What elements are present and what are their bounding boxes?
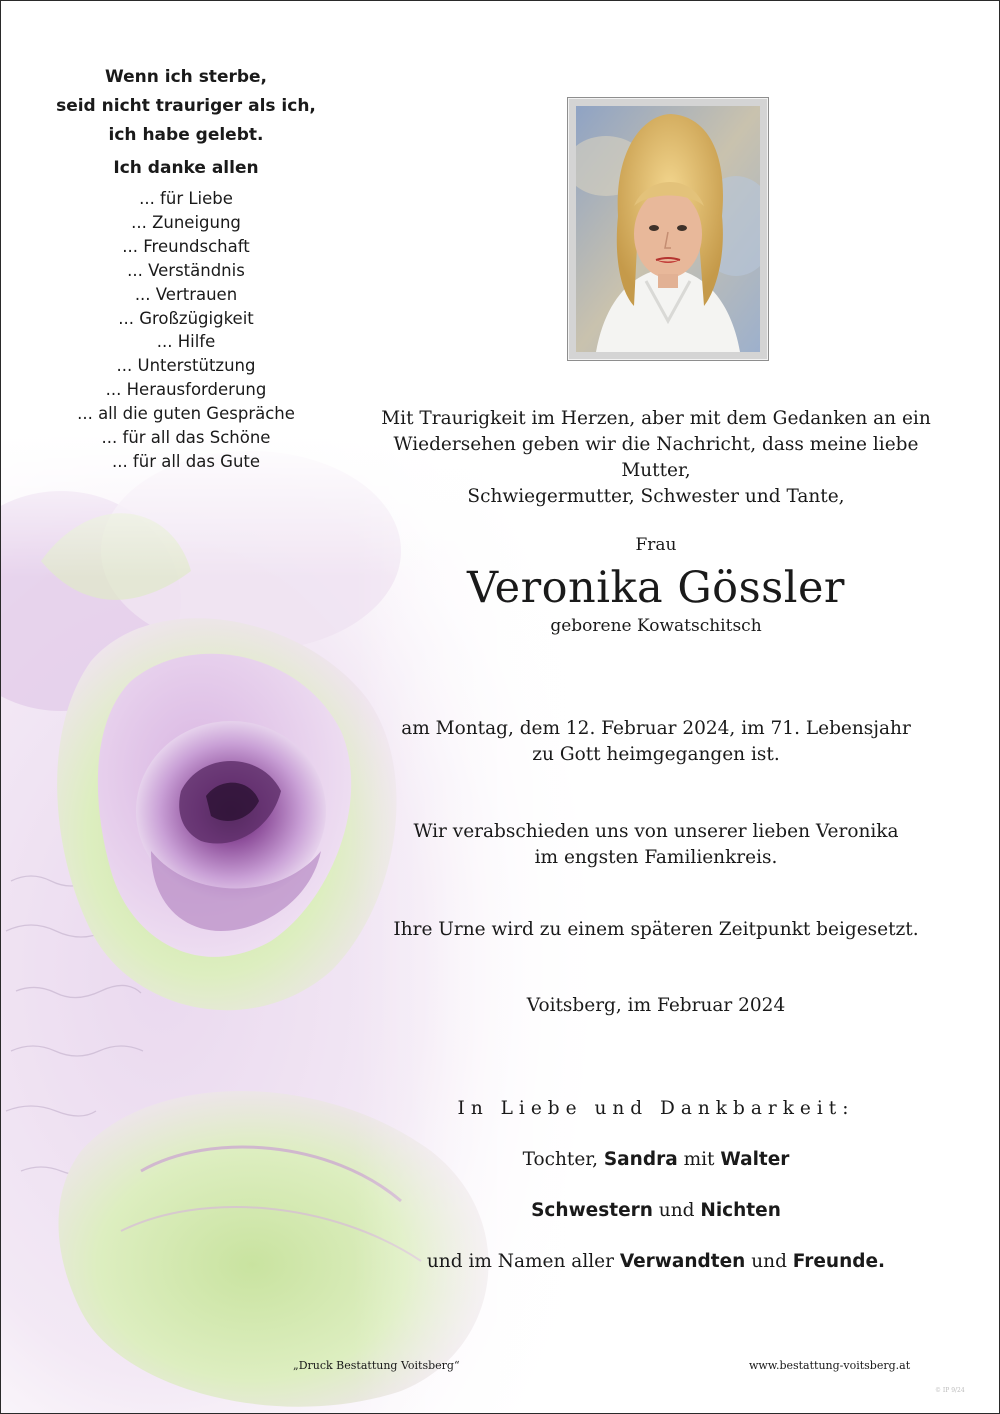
- mourner-text: mit: [677, 1149, 721, 1170]
- poem-line: ... für Liebe: [139, 189, 233, 208]
- poem-thanks: Ich danke allen: [113, 158, 259, 178]
- mourner-name: Schwestern: [531, 1200, 653, 1221]
- poem-heading-line: Wenn ich sterbe,: [104, 67, 268, 87]
- intro-line: Wiedersehen geben wir die Nachricht, dass meine liebe Mutter,: [393, 434, 919, 481]
- poem-line: ... Zuneigung: [131, 212, 241, 232]
- mourner-name: Nichten: [700, 1200, 781, 1221]
- mourner-name: Sandra: [603, 1149, 678, 1170]
- mourner-line-siblings: [361, 1200, 951, 1221]
- website-link[interactable]: www.bestattung-voitsberg.at: [749, 1359, 911, 1372]
- mourner-line-relatives: [361, 1251, 951, 1272]
- announcement-intro: [361, 406, 951, 510]
- farewell-line: Wir verabschieden uns von unserer lieben Veronika: [413, 821, 899, 842]
- poem-line: ... all die guten Gespräche: [77, 404, 295, 424]
- poem-line: ... Herausforderung: [105, 380, 267, 400]
- salutation: Frau: [635, 535, 677, 555]
- closing-thanks: In Liebe und Dankbarkeit:: [457, 1098, 855, 1119]
- poem-line: ... Freundschaft: [122, 236, 250, 256]
- intro-line: Mit Traurigkeit im Herzen, aber mit dem Gedanken an ein: [381, 408, 931, 429]
- mourner-text: und: [652, 1200, 701, 1221]
- poem-line: ... Großzügigkeit: [118, 308, 254, 328]
- poem-line: ... Unterstützung: [116, 356, 256, 376]
- death-line: zu Gott heimgegangen ist.: [532, 744, 780, 765]
- birth-name: geborene Kowatschitsch: [550, 616, 762, 636]
- mourner-text: Tochter,: [522, 1149, 604, 1170]
- portrait-frame: [567, 97, 769, 361]
- mourner-text: und: [745, 1251, 793, 1272]
- mourner-name: Freunde.: [792, 1251, 886, 1272]
- mourner-text: und im Namen aller: [426, 1251, 620, 1272]
- mourner-name: Walter: [720, 1149, 790, 1170]
- printer-credit: „Druck Bestattung Voitsberg“: [293, 1359, 460, 1372]
- poem-line: ... für all das Gute: [111, 451, 261, 471]
- portrait-photo: [576, 106, 760, 352]
- poem-line: ... Hilfe: [156, 332, 216, 352]
- poem-line: ... für all das Schöne: [101, 428, 271, 448]
- deceased-name: Veronika Gössler: [467, 563, 845, 613]
- death-line: am Montag, dem 12. Februar 2024, im 71. Lebensjahr: [401, 718, 911, 739]
- poem: [41, 63, 331, 474]
- death-notice: [361, 716, 951, 768]
- mourner-line-daughter: [361, 1149, 951, 1170]
- poem-heading-line: ich habe gelebt.: [108, 125, 264, 145]
- mourner-name: Verwandten: [619, 1251, 746, 1272]
- intro-line: Schwiegermutter, Schwester und Tante,: [467, 486, 845, 507]
- poem-heading-line: seid nicht trauriger als ich,: [56, 96, 316, 116]
- poem-line: ... Verständnis: [127, 260, 245, 280]
- place-date: Voitsberg, im Februar 2024: [526, 995, 786, 1016]
- farewell-notice: [361, 819, 951, 871]
- print-code: © IP 9/24: [935, 1387, 965, 1394]
- farewell-line: im engsten Familienkreis.: [534, 847, 778, 868]
- poem-line: ... Vertrauen: [134, 284, 238, 304]
- urn-notice: Ihre Urne wird zu einem späteren Zeitpunkt beigesetzt.: [393, 919, 919, 940]
